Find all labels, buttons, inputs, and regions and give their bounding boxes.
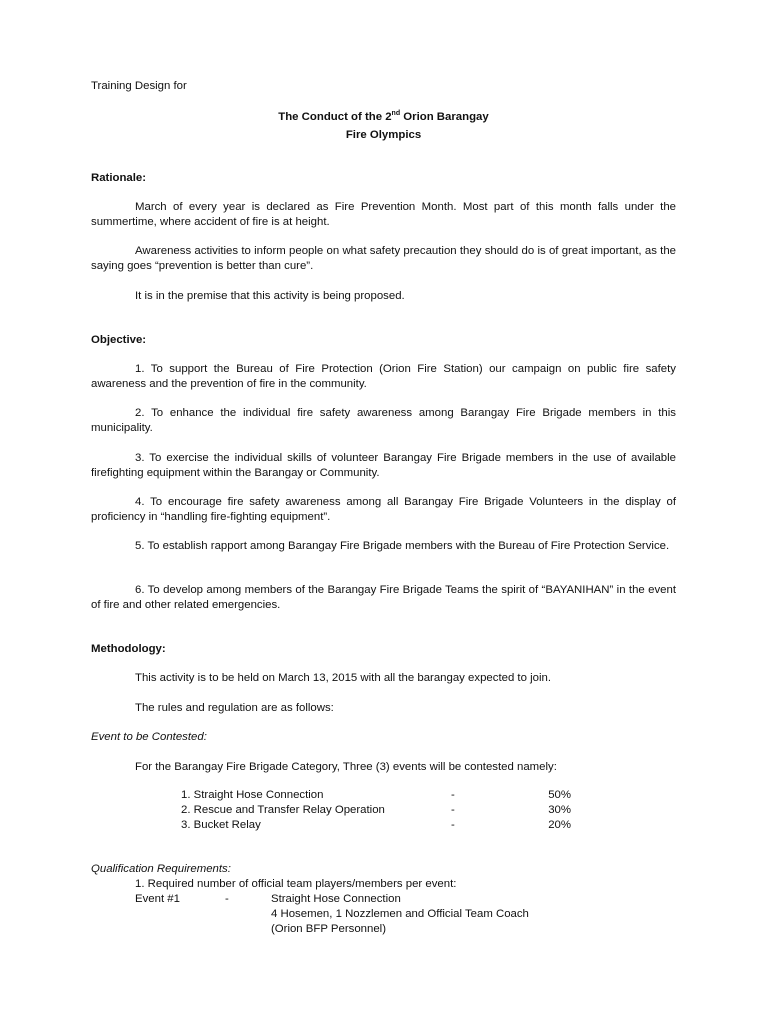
rationale-paragraph: March of every year is declared as Fire Prevention Month. Most part of this month falls under the summertime, where accident of fire is at height. <box>91 201 676 228</box>
event1-team: 4 Hosemen, 1 Nozzlemen and Official Team Coach <box>271 908 529 920</box>
qualification-heading: Qualification Requirements: <box>91 863 231 875</box>
objective-item: 1. To support the Bureau of Fire Protection (Orion Fire Station) our campaign on public fire safety awareness and the prevention of fire in the community. <box>91 363 676 390</box>
event-name: 2. Rescue and Transfer Relay Operation <box>181 804 385 816</box>
event-percent: 20% <box>548 819 571 831</box>
document-title: The Conduct of the 2nd Orion Barangay <box>278 110 489 123</box>
qualification-item: 1. Required number of official team players/members per event: <box>135 878 457 890</box>
event1-dash: - <box>225 893 229 905</box>
event-name: 1. Straight Hose Connection <box>181 789 324 801</box>
event-name: 3. Bucket Relay <box>181 819 261 831</box>
event-dash: - <box>451 789 455 801</box>
rationale-paragraph: It is in the premise that this activity is being proposed. <box>135 290 405 302</box>
event1-label: Event #1 <box>135 893 180 905</box>
objective-heading: Objective: <box>91 334 147 346</box>
event1-name: Straight Hose Connection <box>271 893 401 905</box>
objective-item: 4. To encourage fire safety awareness among all Barangay Fire Brigade Volunteers in the display of proficiency in “handling fire-fighting equipment”. <box>91 496 676 523</box>
intro-line: Training Design for <box>91 80 187 92</box>
objective-item: 6. To develop among members of the Barangay Fire Brigade Teams the spirit of “BAYANIHAN” in the event of fire and other related emergencies. <box>91 584 676 611</box>
event-heading: Event to be Contested: <box>91 731 207 743</box>
document-subtitle: Fire Olympics <box>345 129 422 141</box>
objective-item: 3. To exercise the individual skills of volunteer Barangay Fire Brigade members in the use of available firefighting equipment within the Barangay or Community. <box>91 452 676 479</box>
methodology-paragraph: This activity is to be held on March 13, 2015 with all the barangay expected to join. <box>135 672 551 684</box>
event-percent: 30% <box>548 804 571 816</box>
methodology-paragraph: The rules and regulation are as follows: <box>135 702 334 714</box>
event-percent: 50% <box>548 789 571 801</box>
methodology-heading: Methodology: <box>91 643 166 655</box>
rationale-paragraph: Awareness activities to inform people on what safety precaution they should do is of great important, as the saying goes “prevention is better than cure”. <box>91 245 676 272</box>
objective-item: 2. To enhance the individual fire safety awareness among Barangay Fire Brigade members in this municipality. <box>91 407 676 434</box>
objective-item: 5. To establish rapport among Barangay Fire Brigade members with the Bureau of Fire Protection Service. <box>135 540 670 552</box>
event1-coach: (Orion BFP Personnel) <box>271 923 387 935</box>
category-line: For the Barangay Fire Brigade Category, Three (3) events will be contested namely: <box>135 761 557 773</box>
rationale-heading: Rationale: <box>91 172 147 184</box>
event-dash: - <box>451 819 455 831</box>
event-dash: - <box>451 804 455 816</box>
